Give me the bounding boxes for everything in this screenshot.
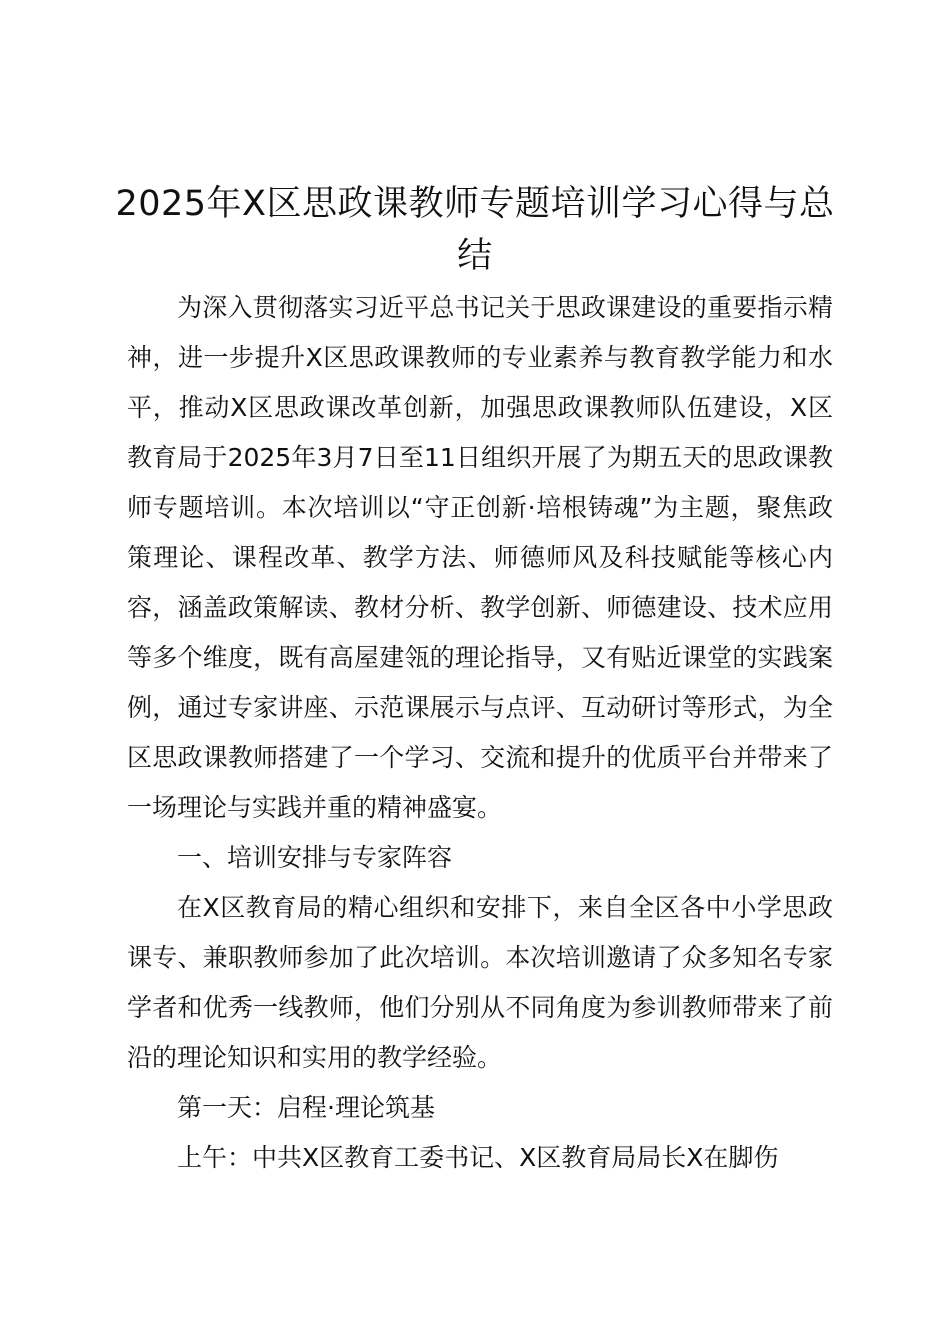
section-heading: 一、培训安排与专家阵容 <box>177 843 453 872</box>
schedule-paragraph: 上午：中共X区教育工委书记、X区教育局局长X在脚伤 <box>177 1143 779 1172</box>
document-body <box>127 283 833 1183</box>
document-title: 2025年X区思政课教师专题培训学习心得与总结 <box>115 184 835 276</box>
intro-paragraph: 为深入贯彻落实习近平总书记关于思政课建设的重要指示精神，进一步提升X区思政课教师的专业素养与教育教学能力和水平，推动X区思政课改革创新，加强思政课教师队伍建设，X区教育局于2025年3月7日至11日组织开展了为期五天的思政课教师专题培训。本次培训以“守正创新·培根铸魂”为主题，聚焦政策理论、课程改革、教学方法、师德师风及科技赋能等核心内容，涵盖政策解读、教材分析、教学创新、师德建设、技术应用等多个维度，既有高屋建瓴的理论指导，又有贴近课堂的实践案例，通过专家讲座、示范课展示与点评、互动研讨等形式，为全区思政课教师搭建了一个学习、交流和提升的优质平台并带来了一场理论与实践并重的精神盛宴。 <box>127 293 833 822</box>
section-paragraph: 在X区教育局的精心组织和安排下，来自全区各中小学思政课专、兼职教师参加了此次培训。本次培训邀请了众多知名专家学者和优秀一线教师，他们分别从不同角度为参训教师带来了前沿的理论知识和实用的教学经验。 <box>127 893 833 1072</box>
day-heading: 第一天：启程·理论筑基 <box>177 1093 435 1122</box>
